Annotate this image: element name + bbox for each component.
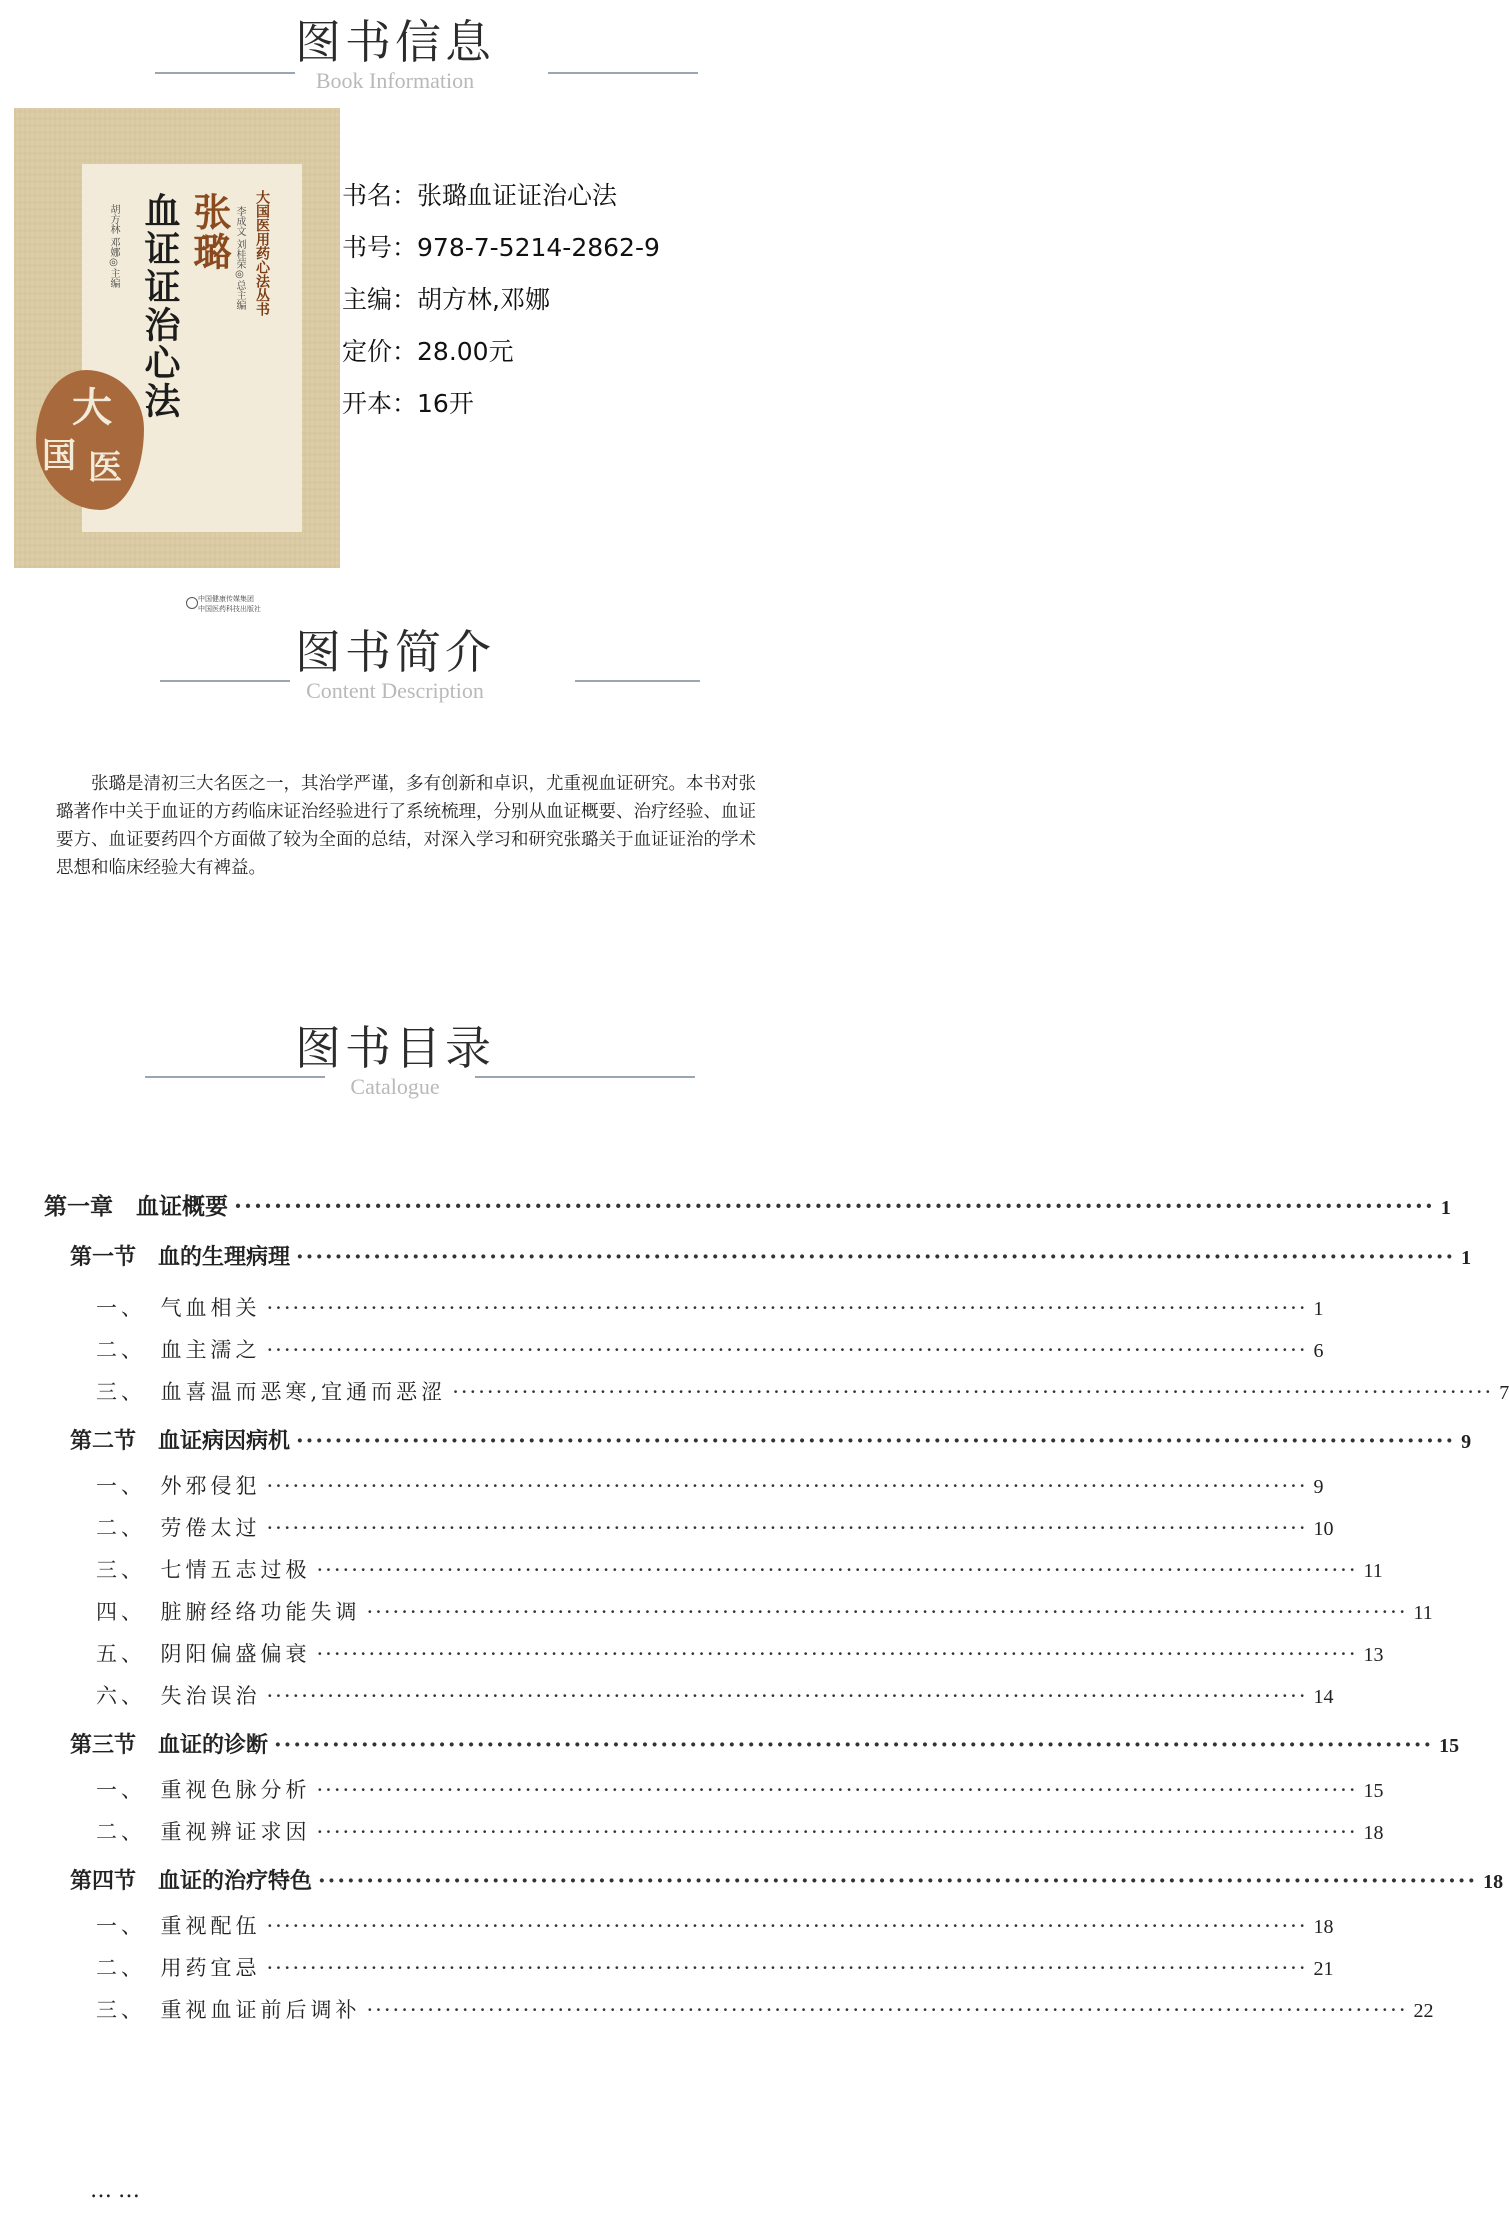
toc-entry-label: 三、 七情五志过极: [96, 1558, 311, 1582]
toc-entry-page: 7: [1499, 1382, 1509, 1404]
info-row-price: 定价：28.00元: [342, 337, 514, 366]
cover-publisher: 中国健康传媒集团 中国医药科技出版社: [198, 595, 261, 613]
toc-entry-page: 11: [1363, 1560, 1383, 1582]
toc-leader-dots: ························································································································: [296, 1244, 1456, 1270]
toc-leader-dots: ························································································································: [266, 1516, 1308, 1540]
toc-entry: [70, 1424, 1472, 1455]
cover-editors: 胡方林 邓娜◎主编: [108, 204, 119, 289]
toc-entry-page: 14: [1313, 1686, 1334, 1708]
info-row-title: 书名：张璐血证证治心法: [342, 181, 618, 210]
info-row-editor: 主编：胡方林,邓娜: [342, 285, 550, 314]
title-rule-left: [160, 680, 290, 682]
toc-leader-dots: ························································································································: [266, 1338, 1308, 1362]
toc-entry-label: 一、 重视配伍: [96, 1914, 261, 1938]
toc-entry-page: 11: [1413, 1602, 1433, 1624]
cover-series: 大国医用药心法丛书: [254, 190, 270, 316]
toc-entry-label: 二、 重视辨证求因: [96, 1820, 311, 1844]
toc-ellipsis: ……: [90, 2178, 146, 2203]
toc-entry-page: 18: [1363, 1822, 1384, 1844]
toc-entry-label: 第三节 血证的诊断: [70, 1732, 269, 1758]
toc-entry: [96, 1910, 1334, 1940]
info-row-isbn: 书号：978-7-5214-2862-9: [342, 233, 660, 262]
toc-entry-page: 9: [1313, 1476, 1324, 1498]
book-description: [56, 770, 756, 882]
toc-leader-dots: ························································································································: [316, 1820, 1358, 1844]
toc-entry-label: 三、 血喜温而恶寒,宜通而恶涩: [96, 1380, 447, 1404]
toc-entry-page: 21: [1313, 1958, 1334, 1980]
cover-series-editors: 李成文 刘桂荣◎总主编: [234, 206, 245, 311]
toc-entry-label: 三、 重视血证前后调补: [96, 1998, 361, 2022]
toc-leader-dots: ························································································································: [266, 1684, 1308, 1708]
section-title: 图书信息: [295, 15, 495, 69]
toc-entry: [96, 1376, 1509, 1406]
toc-entry-page: 1: [1461, 1247, 1472, 1269]
toc-leader-dots: ························································································································: [266, 1914, 1308, 1938]
section-title: 图书目录: [295, 1021, 495, 1075]
toc-entry-page: 18: [1313, 1916, 1334, 1938]
toc-entry-page: 9: [1461, 1431, 1472, 1453]
publisher-logo-icon: [186, 597, 198, 609]
toc-entry-label: 四、 脏腑经络功能失调: [96, 1600, 361, 1624]
toc-entry: [96, 1680, 1334, 1710]
cover-title-sub: 血证证治心法: [139, 192, 180, 420]
section-header-info: [0, 14, 790, 94]
toc-leader-dots: ························································································································: [366, 1998, 1408, 2022]
toc-entry-label: 二、 血主濡之: [96, 1338, 261, 1362]
toc-entry: [70, 1240, 1472, 1271]
info-row-format: 开本：16开: [342, 389, 474, 418]
title-rule-right: [575, 680, 700, 682]
title-rule-right: [475, 1076, 695, 1078]
toc-leader-dots: ························································································································: [316, 1778, 1358, 1802]
section-header-catalogue: [0, 1020, 790, 1100]
toc-entry-label: 第一章 血证概要: [44, 1193, 228, 1220]
toc-entry-page: 1: [1440, 1197, 1451, 1219]
toc-entry: [96, 1816, 1384, 1846]
toc-entry-label: 第四节 血证的治疗特色: [70, 1868, 313, 1894]
toc-leader-dots: ························································································································: [316, 1558, 1358, 1582]
toc-entry: [70, 1728, 1460, 1759]
toc-leader-dots: ························································································································: [234, 1193, 1435, 1220]
toc-entry: [96, 1334, 1324, 1364]
toc-entry: [96, 1774, 1384, 1804]
cover-seal-logo: 大 国 医: [36, 370, 144, 510]
section-subtitle: Book Information: [315, 68, 475, 93]
toc-entry: [96, 1952, 1334, 1982]
section-subtitle: Content Description: [306, 678, 484, 703]
toc-entry: [70, 1864, 1504, 1895]
section-title: 图书简介: [295, 625, 495, 679]
toc-entry-label: 一、 气血相关: [96, 1296, 261, 1320]
toc-entry-page: 18: [1483, 1871, 1504, 1893]
toc-entry: [96, 1554, 1383, 1584]
book-info-list: [342, 170, 660, 430]
book-cover: [14, 108, 340, 613]
toc-entry: [96, 1596, 1433, 1626]
toc-entry: [96, 1292, 1324, 1322]
toc-entry-page: 10: [1313, 1518, 1334, 1540]
toc-leader-dots: ························································································································: [316, 1642, 1358, 1666]
toc-entry-label: 一、 外邪侵犯: [96, 1474, 261, 1498]
toc-entry-page: 13: [1363, 1644, 1384, 1666]
toc-entry: [44, 1188, 1451, 1221]
toc-entry-label: 二、 劳倦太过: [96, 1516, 261, 1540]
toc-entry-page: 1: [1313, 1298, 1324, 1320]
title-rule-right: [548, 72, 698, 74]
toc-entry-label: 第二节 血证病因病机: [70, 1428, 291, 1454]
toc-leader-dots: ························································································································: [452, 1380, 1494, 1404]
title-rule-left: [155, 72, 295, 74]
toc-entry-page: 22: [1413, 2000, 1434, 2022]
toc-leader-dots: ························································································································: [366, 1600, 1408, 1624]
description-text: 张璐是清初三大名医之一，其治学严谨，多有创新和卓识，尤重视血证研究。本书对张璐著作中关于血证的方药临床证治经验进行了系统梳理，分别从血证概要、治疗经验、血证要方、血证要药四个方面做了较为全面的总结，对深入学习和研究张璐关于血证证治的学术思想和临床经验大有裨益。: [56, 774, 756, 878]
toc-entry-page: 15: [1363, 1780, 1384, 1802]
toc-leader-dots: ························································································································: [266, 1474, 1308, 1498]
toc-entry-page: 6: [1313, 1340, 1324, 1362]
toc-leader-dots: ························································································································: [266, 1956, 1308, 1980]
toc-leader-dots: ························································································································: [274, 1732, 1434, 1758]
toc-entry-label: 五、 阴阳偏盛偏衰: [96, 1642, 311, 1666]
cover-title-main: 张璐: [187, 192, 231, 272]
toc-entry: [96, 1994, 1434, 2024]
toc-leader-dots: ························································································································: [296, 1428, 1456, 1454]
toc-entry-page: 15: [1439, 1735, 1460, 1757]
toc-entry-label: 二、 用药宜忌: [96, 1956, 261, 1980]
toc-entry-label: 六、 失治误治: [96, 1684, 261, 1708]
toc-leader-dots: ························································································································: [318, 1868, 1478, 1894]
toc-entry-label: 一、 重视色脉分析: [96, 1778, 311, 1802]
toc-entry: [96, 1470, 1324, 1500]
section-header-intro: [0, 624, 790, 704]
toc-leader-dots: ························································································································: [266, 1296, 1308, 1320]
section-subtitle: Catalogue: [350, 1074, 440, 1099]
title-rule-left: [145, 1076, 325, 1078]
toc-entry: [96, 1512, 1334, 1542]
toc-entry-label: 第一节 血的生理病理: [70, 1244, 291, 1270]
toc-entry: [96, 1638, 1384, 1668]
